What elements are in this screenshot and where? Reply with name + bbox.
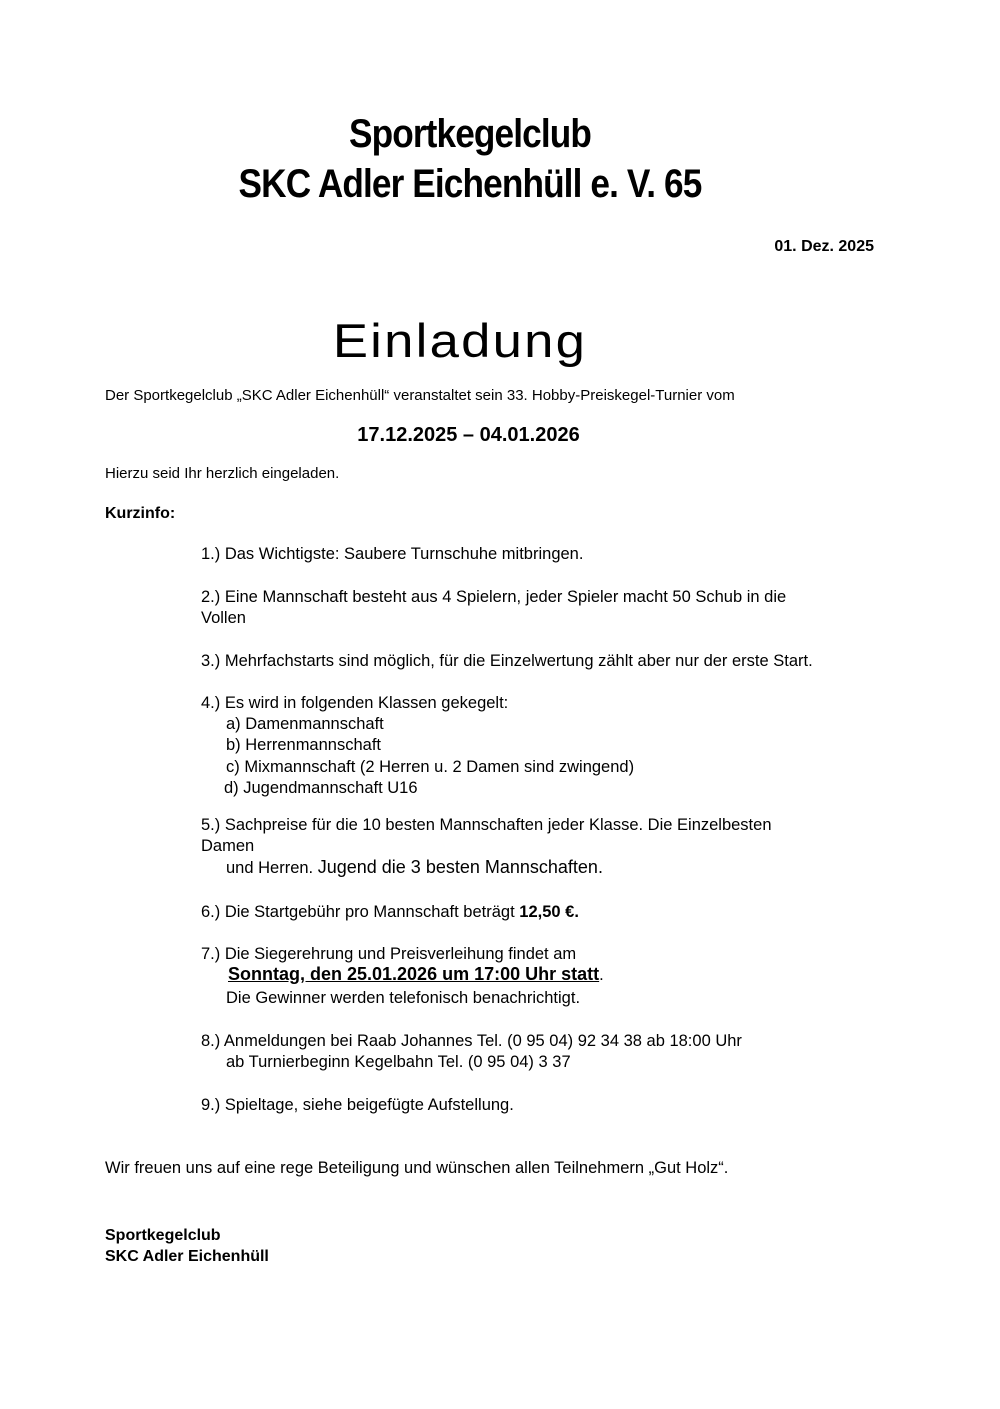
- info-item-8: 8.) Anmeldungen bei Raab Johannes Tel. (0 95 04) 92 34 38 ab 18:00 Uhr: [201, 1032, 742, 1050]
- info-item-3: 3.) Mehrfachstarts sind möglich, für die Einzelwertung zählt aber nur der erste Start.: [201, 652, 813, 670]
- closing-text: Wir freuen uns auf eine rege Beteiligung und wünschen allen Teilnehmern „Gut Holz“.: [105, 1159, 729, 1177]
- info-item-5-cont: Damen: [201, 837, 255, 855]
- info-item-5-cont2: [226, 857, 603, 879]
- info-item-5-youth: Jugend die 3 besten Mannschaften.: [317, 857, 603, 877]
- invitation-title: Einladung: [332, 314, 588, 367]
- invitation-sentence: Hierzu seid Ihr herzlich eingeladen.: [105, 465, 340, 482]
- info-item-9: 9.) Spieltage, siehe beigefügte Aufstellung.: [201, 1096, 514, 1114]
- class-item: c) Mixmannschaft (2 Herren u. 2 Damen sind zwingend): [226, 758, 635, 776]
- class-item: b) Herrenmannschaft: [226, 736, 381, 754]
- info-item-4: 4.) Es wird in folgenden Klassen gekegelt:: [201, 694, 509, 712]
- info-item-5-pre: und Herren.: [226, 859, 314, 877]
- entry-fee: 12,50 €.: [519, 903, 579, 921]
- club-name-line1: Sportkegelclub: [349, 112, 591, 156]
- info-item-7: 7.) Die Siegerehrung und Preisverleihung findet am: [201, 945, 577, 963]
- info-item-7-dot: .: [599, 966, 604, 984]
- info-item-2-cont: Vollen: [201, 609, 246, 627]
- class-item: a) Damenmannschaft: [226, 715, 384, 733]
- tournament-period: 17.12.2025 – 04.01.2026: [357, 424, 580, 446]
- info-item-8-cont: ab Turnierbeginn Kegelbahn Tel. (0 95 04) 3 37: [226, 1053, 571, 1071]
- kurzinfo-heading: Kurzinfo:: [105, 505, 176, 522]
- info-item-5: 5.) Sachpreise für die 10 besten Mannschaften jeder Klasse. Die Einzelbesten: [201, 816, 772, 834]
- class-item: d) Jugendmannschaft U16: [224, 779, 418, 797]
- info-item-1: 1.) Das Wichtigste: Saubere Turnschuhe mitbringen.: [201, 545, 584, 563]
- info-item-6-text: 6.) Die Startgebühr pro Mannschaft beträgt: [201, 903, 515, 921]
- signature-line1: Sportkegelclub: [105, 1227, 221, 1244]
- award-ceremony-date: Sonntag, den 25.01.2026 um 17:00 Uhr statt: [228, 964, 600, 984]
- info-item-7-cont: Die Gewinner werden telefonisch benachrichtigt.: [226, 989, 581, 1007]
- info-item-2: 2.) Eine Mannschaft besteht aus 4 Spielern, jeder Spieler macht 50 Schub in die: [201, 588, 787, 606]
- signature-line2: SKC Adler Eichenhüll: [105, 1248, 269, 1265]
- info-item-7-date-line: [228, 964, 604, 986]
- info-item-6: [201, 902, 579, 923]
- club-name-line2: SKC Adler Eichenhüll e. V. 65: [238, 162, 702, 206]
- intro-text: Der Sportkegelclub „SKC Adler Eichenhüll“ veranstaltet sein 33. Hobby-Preiskegel-Turnier vom: [105, 387, 735, 404]
- letter-date: 01. Dez. 2025: [774, 238, 874, 255]
